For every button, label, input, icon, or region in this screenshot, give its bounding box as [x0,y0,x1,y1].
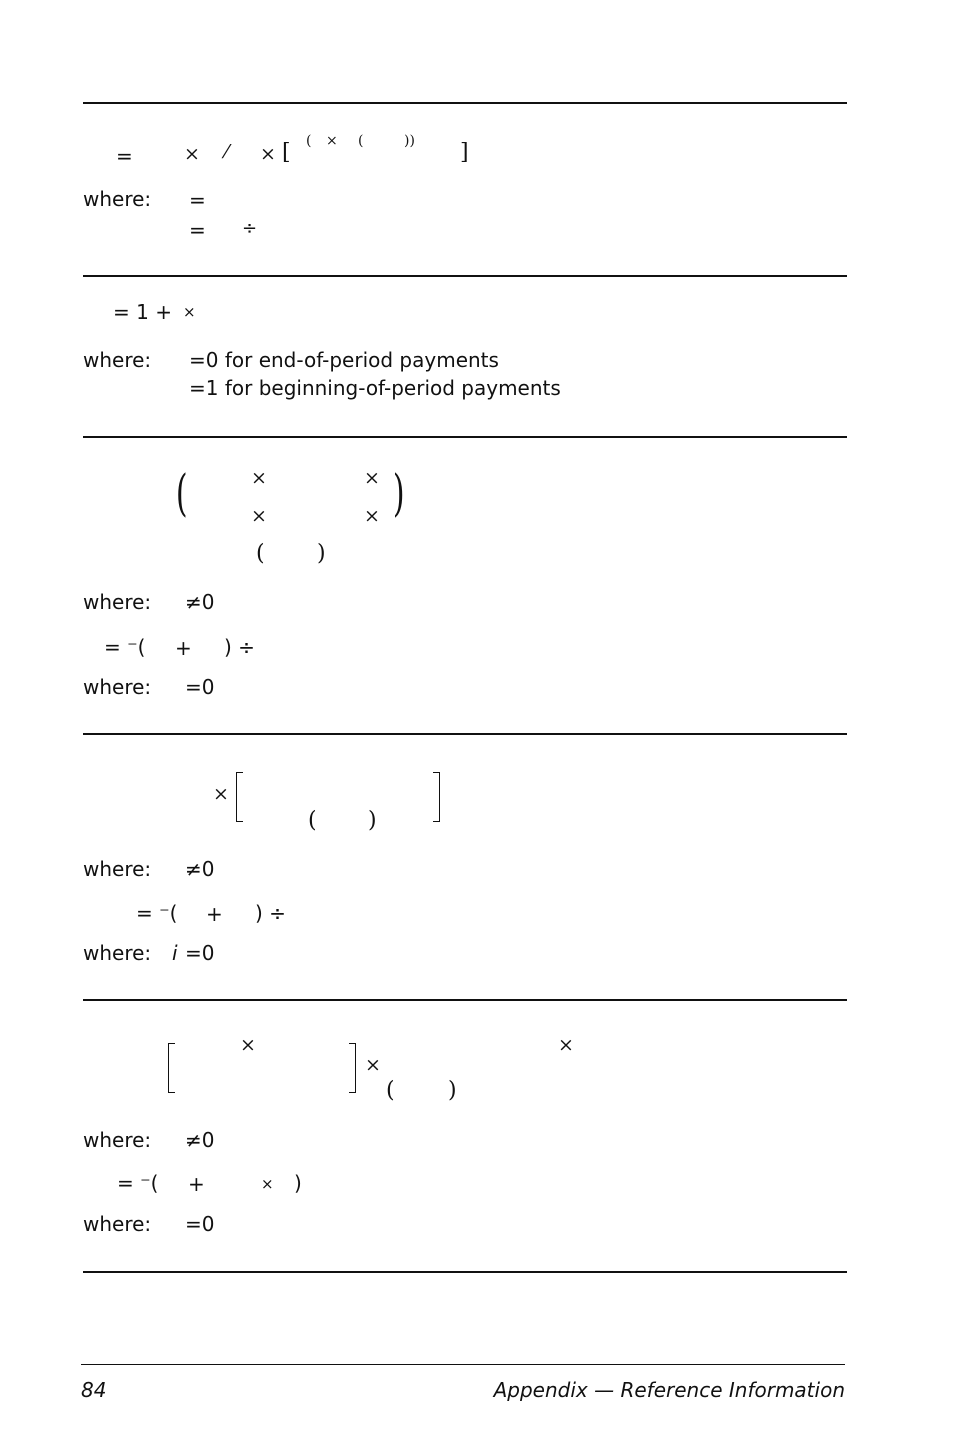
where-label: where: [83,1128,152,1152]
left-bracket [168,1043,175,1093]
large-left-paren: ( [175,464,188,522]
times-sign: × [326,133,338,149]
where-definition: = [189,218,206,242]
section-rule-top [83,102,847,104]
equation-tail: ) ÷ [255,901,286,925]
running-title: Appendix — Reference Information [493,1378,845,1402]
where-label: where: [83,857,152,881]
condition: ≠0 [185,857,215,881]
where-definition: =1 for beginning-of-period payments [189,376,561,400]
times-sign: × [183,303,196,321]
where-definition: =0 for end-of-period payments [189,348,499,372]
equals-sign: = [116,144,133,168]
times-sign: × [251,505,267,527]
where-label: where: [83,1212,152,1236]
large-right-paren: ) [392,464,405,522]
close-paren: ) [317,541,326,566]
times-sign: × [213,783,229,805]
footer-rule [81,1364,845,1365]
open-paren: ( [358,133,364,149]
alternate-equation: = ⁻( [104,635,146,659]
open-paren: ( [386,1078,395,1103]
times-sign: × [184,143,200,165]
alternate-equation: = ⁻( [117,1171,159,1195]
left-bracket: [ [282,140,291,165]
close-paren: ) [448,1078,457,1103]
close-paren: ) [368,808,377,833]
times-sign: × [558,1034,574,1056]
divide-sign: ÷ [242,218,258,239]
left-bracket [236,772,243,822]
times-sign: × [240,1034,256,1056]
close-paren: ) [294,1171,302,1195]
plus-sign: + [188,1172,205,1196]
times-sign: × [365,1054,381,1076]
where-label: where: [83,675,152,699]
section-rule-3 [83,436,847,438]
equation: = 1 + [113,300,172,324]
section-rule-6 [83,1271,847,1273]
where-label: where: [83,941,152,965]
times-sign: × [260,143,276,165]
where-label: where: [83,348,152,372]
right-bracket [349,1043,356,1093]
condition: ≠0 [185,1128,215,1152]
where-label: where: [83,590,152,614]
where-label: where: [83,187,152,211]
close-parens: )) [404,133,415,149]
alternate-equation: = ⁻( [136,901,178,925]
section-rule-4 [83,733,847,735]
times-sign: × [364,467,380,489]
section-rule-2 [83,275,847,277]
right-bracket [433,772,440,822]
times-sign: × [364,505,380,527]
fraction-slash: ⁄ [225,141,229,163]
plus-sign: + [206,902,223,926]
page-number: 84 [81,1378,107,1402]
times-sign: × [251,467,267,489]
condition: =0 [185,675,215,699]
condition: ≠0 [185,590,215,614]
open-paren: ( [308,808,317,833]
variable-i: i [172,941,178,965]
section-rule-5 [83,999,847,1001]
right-bracket: ] [460,140,469,165]
where-definition: = [189,188,206,212]
condition: =0 [185,1212,215,1236]
plus-sign: + [175,636,192,660]
condition: =0 [185,941,215,965]
open-paren: ( [306,133,312,149]
times-sign: × [261,1175,274,1193]
open-paren: ( [256,541,265,566]
equation-tail: ) ÷ [224,635,255,659]
